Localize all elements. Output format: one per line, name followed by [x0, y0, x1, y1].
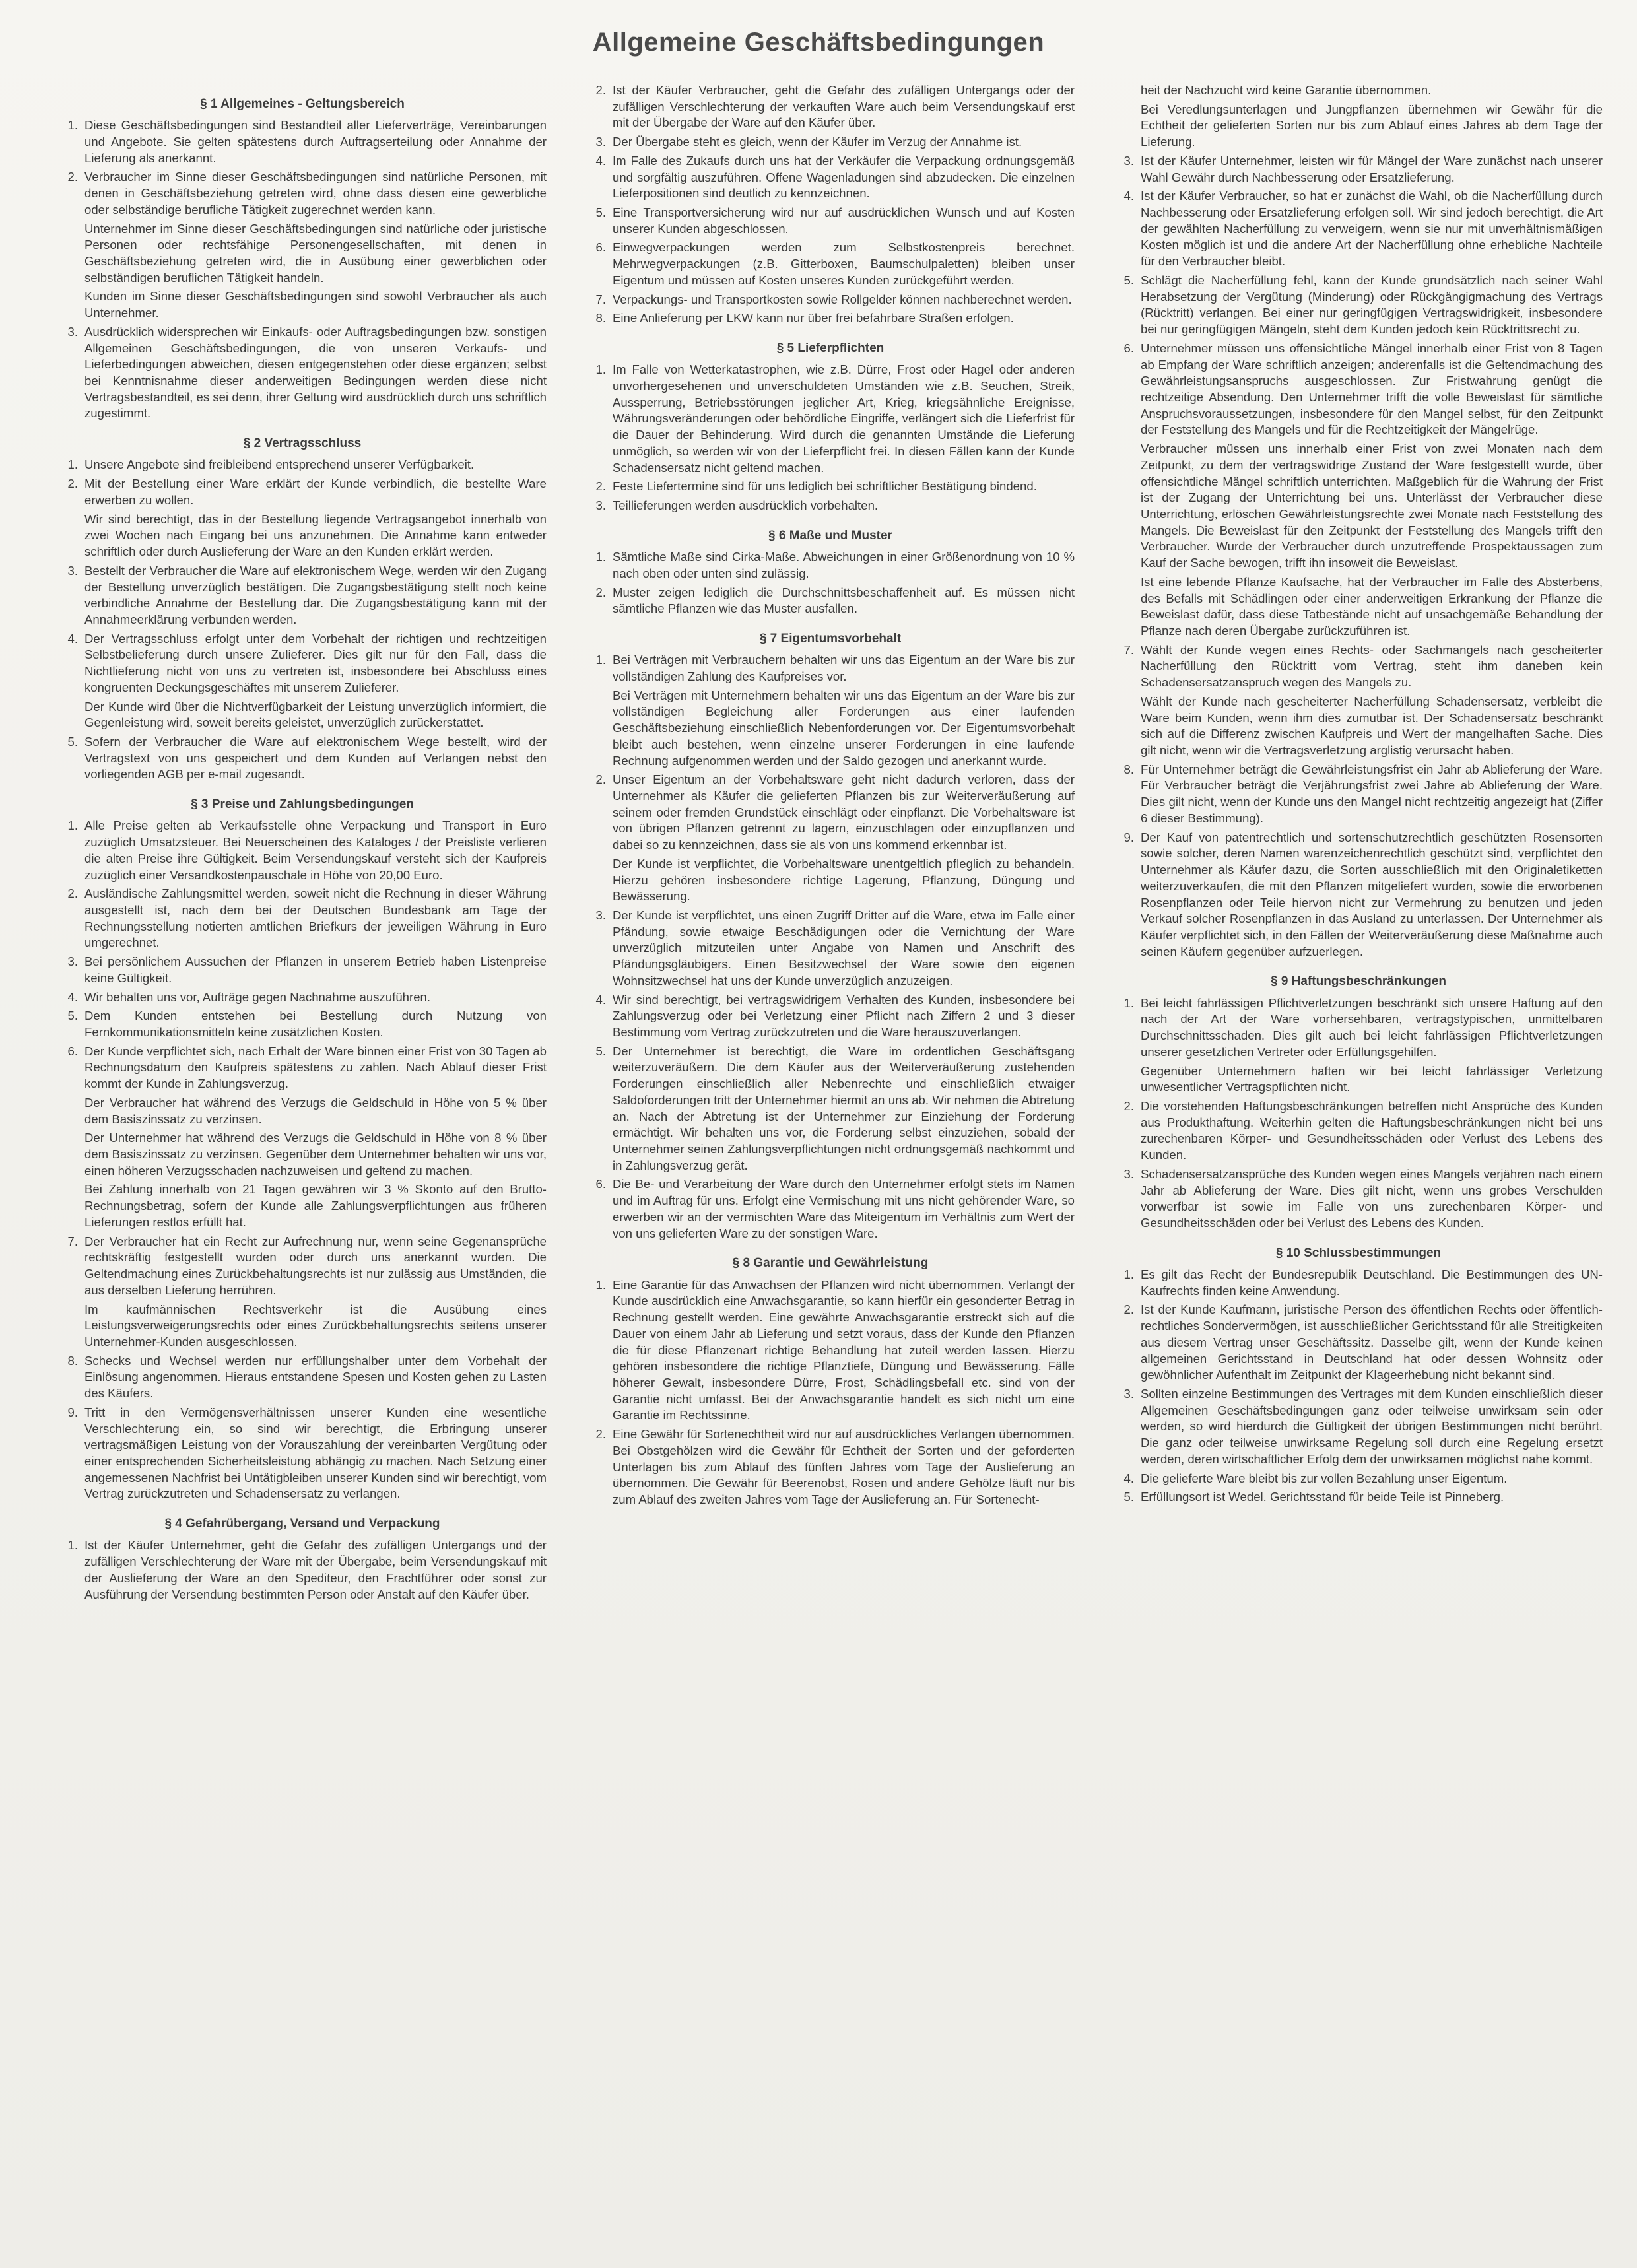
- clause-text: Eine Anlieferung per LKW kann nur über frei befahrbare Straßen erfolgen.: [613, 311, 1014, 325]
- clause-number: 3.: [595, 908, 606, 922]
- column-middle: [586, 83, 1075, 2208]
- clause-item: [58, 1044, 547, 1092]
- section-heading: § 2 Vertragsschluss: [243, 436, 362, 451]
- clause-number: 3.: [67, 563, 78, 578]
- clause-item: [58, 563, 547, 628]
- clause-item: [586, 292, 1075, 308]
- clause-number: 3.: [67, 954, 78, 969]
- clause-item: [1114, 153, 1603, 185]
- clause-item: [586, 1044, 1075, 1174]
- clause-item: [586, 83, 1075, 131]
- clause-paragraph: Der Kunde ist verpflichtet, die Vorbehaltsware unentgeltlich pfleglich zu behandeln. Hierzu gehören insbesondere richtige Lagerung, Pflanzung, Düngung und Bewässerung.: [613, 856, 1075, 904]
- clause-item: [586, 310, 1075, 327]
- clause-text: Sofern der Verbraucher die Ware auf elektronischem Wege bestellt, wird der Vertragstext von uns gespeichert und dem Kunden auf Verlangen nebst den vorliegenden AGB per e-mail zugesandt.: [84, 734, 547, 782]
- clause-item: [586, 549, 1075, 582]
- clause-text: Die Be- und Verarbeitung der Ware durch den Unternehmer erfolgt stets im Namen und im Auftrag für uns. Erfolgt eine Vermischung mit uns nicht gehörender Ware, so erwerben wir an der vermischten Ware das Miteigentum im Verhältnis zum Wert der von uns gelieferten Ware zu der sonstigen Ware.: [613, 1177, 1075, 1240]
- clause-number: 2.: [595, 1427, 606, 1442]
- clause-number: 4.: [1123, 189, 1134, 203]
- clause-text: Alle Preise gelten ab Verkaufsstelle ohne Verpackung und Transport in Euro zuzüglich Umsatzsteuer. Bei Neuerscheinen des Kataloges / der Preisliste verlieren die alten Preise ihre Gültigkeit. Beim Versendungskauf versteht sich der Kaufpreis zuzüglich einer Versandkostenpauschale in Höhe von 20,00 Euro.: [84, 818, 547, 882]
- clause-item: [586, 479, 1075, 495]
- clause-number: 1.: [595, 550, 606, 564]
- section-heading: § 8 Garantie und Gewährleistung: [732, 1256, 929, 1271]
- clause-paragraph: Wählt der Kunde nach gescheiterter Nacherfüllung Schadensersatz, verbleibt die Ware beim Kunden, wenn ihm dies zumutbar ist. Der Schadensersatz beschränkt sich auf die Differenz zwischen Kaufpreis und Wert der mangelhaften Sache. Dies gilt nicht, wenn wir die Vertragsverletzung arglistig verursacht haben.: [1141, 694, 1603, 758]
- clause-text: Eine Transportversicherung wird nur auf ausdrücklichen Wunsch und auf Kosten unserer Kunden abgeschlossen.: [613, 205, 1075, 236]
- clause-text: Schlägt die Nacherfüllung fehl, kann der Kunde grundsätzlich nach seiner Wahl Herabsetzung der Vergütung (Minderung) oder Rückgängigmachung des Vertrags (Rücktritt) verlangen. Bei einer nur geringfügigen Vertragswidrigkeit, insbesondere bei nur geringfügigen Mängeln, steht dem Kunden jedoch kein Rücktrittsrecht zu.: [1141, 273, 1603, 337]
- clause-item: [1114, 1386, 1603, 1468]
- clause-number: 6.: [595, 1177, 606, 1191]
- clause-number: 8.: [67, 1353, 78, 1368]
- clause-text: Wir behalten uns vor, Aufträge gegen Nachnahme auszuführen.: [84, 989, 431, 1004]
- clause-item: [586, 1176, 1075, 1242]
- clause-number: 9.: [67, 1405, 78, 1419]
- clause-number: 1.: [67, 1538, 78, 1552]
- clause-text: Sollten einzelne Bestimmungen des Vertrages mit dem Kunden einschließlich dieser Allgemeinen Geschäftsbedingungen ganz oder teilweise unwirksam sein oder werden, so wird hierdurch die Gültigkeit der übrigen Bestimmungen nicht berührt. Die ganz oder teilweise unwirksame Regelung soll durch eine Regelung ersetzt werden, deren wirtschaftlicher Erfolg dem der unwirksamen möglichst nahe kommt.: [1141, 1387, 1603, 1466]
- clause-number: 2.: [67, 477, 78, 491]
- clause-item: [58, 1353, 547, 1402]
- clause-item: [586, 585, 1075, 617]
- clause-number: 1.: [1123, 995, 1134, 1010]
- clause-text: Ist der Käufer Unternehmer, geht die Gefahr des zufälligen Untergangs und der zufälligen Verschlechterung der Ware mit der Übergabe, beim Versendungskauf mit der Auslieferung der Ware an den Spediteur, den Frachtführer oder sonst zur Ausführung der Versendung bestimmten Person oder Anstalt auf den Käufer über.: [84, 1538, 547, 1601]
- clause-number: 6.: [595, 240, 606, 255]
- clause-text: Ausländische Zahlungsmittel werden, soweit nicht die Rechnung in dieser Währung ausgestellt ist, nach dem bei der Deutschen Bundesbank am Tage der Rechnungsstellung notierten amtlichen Briefkurs der jeweiligen Währung in Euro umgerechnet.: [84, 886, 547, 950]
- clause-item: [58, 734, 547, 783]
- clause-item: [586, 134, 1075, 150]
- clause-paragraph: Der Unternehmer hat während des Verzugs die Geldschuld in Höhe von 8 % über dem Basiszinssatz zu verzinsen. Gegenüber dem Unternehmer behalten wir uns vor, einen höheren Verzugsschaden nachzuweisen und geltend zu machen.: [84, 1131, 547, 1178]
- clause-paragraph: Der Verbraucher hat während des Verzugs die Geldschuld in Höhe von 5 % über dem Basiszinssatz zu verzinsen.: [84, 1095, 547, 1126]
- clause-number: 1.: [595, 1277, 606, 1292]
- clause-number: 7.: [67, 1234, 78, 1248]
- clause-number: 1.: [67, 818, 78, 833]
- clause-item: [1114, 1166, 1603, 1232]
- clause-item: [58, 1537, 547, 1603]
- clause-number: 2.: [67, 170, 78, 184]
- clause-item: [586, 153, 1075, 202]
- clause-text: Der Kunde ist verpflichtet, uns einen Zugriff Dritter auf die Ware, etwa im Falle einer Pfändung, sowie etwaige Beschädigungen oder die Vernichtung der Ware unverzüglich mitzuteilen unter Angabe von Namen und Anschrift des Pfändungsgläubigers. Einen Besitzwechsel der Ware sowie den eigenen Wohnsitzwechsel hat uns der Kunde unverzüglich anzuzeigen.: [613, 908, 1075, 987]
- clause-paragraph: Bei Verträgen mit Unternehmern behalten wir uns das Eigentum an der Ware bis zur vollständigen Begleichung aller Forderungen aus einer laufenden Geschäftsbeziehung einschließlich Nebenforderungen vor. Der Eigentumsvorbehalt bleibt auch bestehen, wenn einzelne unserer Forderungen in eine laufende Rechnung aufgenommen werden und der Saldo gezogen und anerkannt wurde.: [613, 688, 1075, 768]
- section-heading: § 7 Eigentumsvorbehalt: [759, 631, 902, 646]
- clause-item: [1114, 1267, 1603, 1299]
- clause-number: 4.: [1123, 1471, 1134, 1485]
- clause-text: Ausdrücklich widersprechen wir Einkaufs- oder Auftragsbedingungen bzw. sonstigen Allgemeinen Geschäftsbedingungen, die von unseren Verkaufs- und Lieferbedingungen abweichen, diesen entgegenstehen oder diese ergänzen; selbst bei Kenntnisnahme dieser anderweitigen Bedingungen werden diese nicht Vertragsbestandteil, es sei denn, ihrer Geltung wird ausdrücklich durch uns schriftlich zugestimmt.: [84, 324, 547, 420]
- clause-number: 7.: [595, 292, 606, 306]
- clause-text: Schecks und Wechsel werden nur erfüllungshalber unter dem Vorbehalt der Einlösung angenommen. Hieraus entstandene Spesen und Kosten gehen zu Lasten des Käufers.: [84, 1353, 547, 1401]
- clause-text: Bei persönlichem Aussuchen der Pflanzen in unserem Betrieb haben Listenpreise keine Gültigkeit.: [84, 954, 547, 985]
- terms-columns: [58, 83, 1616, 2208]
- clause-text: Die gelieferte Ware bleibt bis zur vollen Bezahlung unser Eigentum.: [1141, 1471, 1508, 1485]
- clause-number: 6.: [1123, 341, 1134, 355]
- clause-item: [586, 1426, 1075, 1508]
- clause-number: 3.: [1123, 1166, 1134, 1181]
- clause-item: [1114, 762, 1603, 827]
- clause-number: 4.: [67, 631, 78, 646]
- clause-item: [58, 117, 547, 166]
- clause-item: [58, 169, 547, 218]
- section-heading: § 6 Maße und Muster: [768, 528, 892, 543]
- clause-item: [586, 498, 1075, 514]
- clause-text: Der Kauf von patentrechtlich und sortenschutzrechtlich geschützten Rosensorten sowie solcher, deren Namen warenzeichenrechtlich geschützt sind, verpflichtet den Unternehmer als Käufer dazu, die Sorten ausschließlich mit den Originaletiketten weiterzuverkaufen, die mit den Pflanzen mitgeliefert wurden, sowie die erworbenen Rosenpflanzen oder Teile hiervon nicht zur Vermehrung zu benutzen und jeden Verkauf solcher Rosenpflanzen in das Ausland zu unterlassen. Der Unternehmer als Käufer verpflichtet sich, in den Fällen der Weiterveräußerung diese Maßnahme auch seinen Käufern gegenüber aufzuerlegen.: [1141, 830, 1603, 958]
- clause-text: Sämtliche Maße sind Cirka-Maße. Abweichungen in einer Größenordnung von 10 % nach oben oder unten sind zulässig.: [613, 550, 1075, 580]
- clause-item: [58, 818, 547, 883]
- clause-text: Mit der Bestellung einer Ware erklärt der Kunde verbindlich, die bestellte Ware erwerben zu wollen.: [84, 477, 547, 507]
- clause-text: Der Übergabe steht es gleich, wenn der Käufer im Verzug der Annahme ist.: [613, 135, 1022, 149]
- clause-paragraph: Unternehmer im Sinne dieser Geschäftsbedingungen sind natürliche oder juristische Personen oder rechtsfähige Personengesellschaften, mit denen in Geschäftsbeziehung getreten wird, die in Ausübung einer gewerblichen oder selbständigen beruflichen Tätigkeit handeln.: [84, 221, 547, 284]
- clause-number: 2.: [595, 83, 606, 97]
- clause-item: [586, 1277, 1075, 1424]
- clause-text: Wählt der Kunde wegen eines Rechts- oder Sachmangels nach gescheiterter Nacherfüllung den Rücktritt vom Vertrag, steht ihm daneben kein Schadensersatzanspruch wegen des Mangels zu.: [1141, 642, 1603, 690]
- clause-text: Im Falle von Wetterkatastrophen, wie z.B. Dürre, Frost oder Hagel oder anderen unvorhergesehenen und unverschuldeten Umständen wie z.B. Seuchen, Streik, Aussperrung, Betriebsstörungen jeglicher Art, Krieg, kriegsähnliche Ereignisse, Währungsveränderungen oder behördliche Eingriffe, verlängert sich die Lieferfrist für die Dauer der Behinderung. Wird durch die genannten Umstände die Lieferung unmöglich, so werden wir von der Lieferpflicht frei. In diesen Fällen kann der Kunde Schadensersatz nicht geltend machen.: [613, 362, 1075, 475]
- clause-number: 2.: [595, 479, 606, 494]
- clause-item: [58, 954, 547, 986]
- clause-text: Eine Gewähr für Sortenechtheit wird nur auf ausdrückliches Verlangen übernommen. Bei Obstgehölzen wird die Gewähr für Echtheit der Sorten und der geforderten Unterlagen bis zum Ablauf des fünften Jahres vom Tage der Auslieferung an übernommen. Die Gewähr für Beerenobst, Rosen und andere Gehölze läuft nur bis zum Ablauf des zweiten Jahres vom Tage der Auslieferung an. Für Sortenecht-: [613, 1427, 1075, 1506]
- clause-number: 5.: [1123, 1490, 1134, 1504]
- clause-item: [1114, 273, 1603, 338]
- section-heading: § 9 Haftungsbeschränkungen: [1270, 974, 1447, 989]
- clause-number: 4.: [595, 153, 606, 168]
- section-heading: § 3 Preise und Zahlungsbedingungen: [191, 797, 414, 812]
- clause-number: 9.: [1123, 830, 1134, 844]
- clause-item: [1114, 1471, 1603, 1487]
- clause-text: Der Kunde verpflichtet sich, nach Erhalt der Ware binnen einer Frist von 30 Tagen ab Rechnungsdatum den Kaufpreis spätestens zu zahlen. Nach Ablauf dieser Frist kommt der Kunde in Zahlungsverzug.: [84, 1044, 547, 1091]
- clause-text: Eine Garantie für das Anwachsen der Pflanzen wird nicht übernommen. Verlangt der Kunde ausdrücklich eine Anwachsgarantie, so kann hierfür ein gesonderter Betrag in Rechnung gestellt werden. Eine gewährte Anwachsgarantie erstreckt sich auf die Dauer von einem Jahr ab Lieferung und setzt voraus, dass der Kunde den Pflanzen die für diese Pflanzenart richtige Behandlung hat zuteil werden lassen. Hierzu gehören insbesondere die richtige Pflanztiefe, Düngung und Bewässerung. Fälle höherer Gewalt, insbesondere Dürre, Frost, Schädlingsbefall etc. sind von der Garantie nicht umfasst. Bei der Anwachsgarantie handelt es sich nicht um eine Garantie im Rechtssinne.: [613, 1277, 1075, 1422]
- clause-item: [1114, 1098, 1603, 1164]
- clause-number: 3.: [595, 498, 606, 513]
- clause-text: Verpackungs- und Transportkosten sowie Rollgelder können nachberechnet werden.: [613, 292, 1072, 306]
- clause-number: 6.: [67, 1044, 78, 1058]
- clause-number: 3.: [1123, 1387, 1134, 1401]
- clause-text: Diese Geschäftsbedingungen sind Bestandteil aller Lieferverträge, Vereinbarungen und Angebote. Sie gelten spätestens durch Auftragserteilung oder Annahme der Lieferung als anerkannt.: [84, 118, 547, 165]
- clause-number: 2.: [595, 585, 606, 599]
- clause-text: Für Unternehmer beträgt die Gewährleistungsfrist ein Jahr ab Ablieferung der Ware. Für Verbraucher beträgt die Verjährungsfrist zwei Jahre ab Ablieferung der Ware. Dies gilt nicht, wenn der Kunde uns den Mangel nicht rechtzeitig angezeigt hat (Ziffer 6 dieser Bestimmung).: [1141, 762, 1603, 825]
- clause-number: 3.: [595, 135, 606, 149]
- clause-item: [58, 1405, 547, 1502]
- clause-item: [58, 476, 547, 508]
- clause-text: Unsere Angebote sind freibleibend entsprechend unserer Verfügbarkeit.: [84, 457, 475, 472]
- clause-item: [1114, 341, 1603, 438]
- column-left: [58, 83, 547, 2208]
- clause-text: Einwegverpackungen werden zum Selbstkostenpreis berechnet. Mehrwegverpackungen (z.B. Gitterboxen, Baumschulpaletten) bleiben unser Eigentum und müssen auf Kosten unseres Kunden zurückgeführt werden.: [613, 240, 1075, 287]
- clause-item: [58, 1008, 547, 1040]
- clause-number: 1.: [595, 362, 606, 377]
- clause-number: 8.: [595, 311, 606, 325]
- clause-paragraph: Wir sind berechtigt, das in der Bestellung liegende Vertragsangebot innerhalb von zwei Wochen nach Eingang bei uns anzunehmen. Die Annahme kann entweder schriftlich oder durch Auslieferung der Ware an den Kunden erklärt werden.: [84, 512, 547, 559]
- clause-number: 5.: [67, 1009, 78, 1023]
- clause-paragraph: Bei Veredlungsunterlagen und Jungpflanzen übernehmen wir Gewähr für die Echtheit der gelieferten Sorten nur bis zum Ablauf eines Jahres ab dem Tage der Lieferung.: [1141, 102, 1603, 149]
- clause-text: Dem Kunden entstehen bei Bestellung durch Nutzung von Fernkommunikationsmitteln keine zusätzlichen Kosten.: [84, 1009, 547, 1040]
- clause-text: Unser Eigentum an der Vorbehaltsware geht nicht dadurch verloren, dass der Unternehmer als Käufer die gelieferten Pflanzen bis zur Weiterveräußerung auf seinem oder fremden Grundstück einschlägt oder einpflanzt. Die Vorbehaltsware ist von übrigen Pflanzen getrennt zu lagern, einzuschlagen oder einzupflanzen und dabei so zu kennzeichnen, dass sie als von uns kommend erkennbar ist.: [613, 772, 1075, 852]
- clause-number: 4.: [67, 989, 78, 1004]
- clause-number: 2.: [1123, 1302, 1134, 1317]
- clause-paragraph: Gegenüber Unternehmern haften wir bei leicht fahrlässiger Verletzung unwesentlicher Vertragspflichten nicht.: [1141, 1063, 1603, 1094]
- clause-item: [1114, 188, 1603, 270]
- clause-item: [586, 205, 1075, 237]
- clause-item: [586, 772, 1075, 853]
- clause-item: [1114, 995, 1603, 1061]
- clause-item: [586, 992, 1075, 1041]
- clause-number: 2.: [1123, 1098, 1134, 1113]
- clause-text: Bestellt der Verbraucher die Ware auf elektronischem Wege, werden wir den Zugang der Bestellung unverzüglich bestätigen. Die Zugangsbestätigung stellt noch keine verbindliche Annahme der Bestellung dar. Die Zugangsbestätigung kann mit der Annahmeerklärung verbunden werden.: [84, 563, 547, 626]
- clause-number: 5.: [595, 205, 606, 220]
- clause-number: 1.: [67, 118, 78, 133]
- clause-item: [586, 240, 1075, 288]
- clause-text: Muster zeigen lediglich die Durchschnittsbeschaffenheit auf. Es müssen nicht sämtliche Pflanzen wie das Muster ausfallen.: [613, 585, 1075, 616]
- clause-item: [586, 362, 1075, 476]
- clause-text: Bei leicht fahrlässigen Pflichtverletzungen beschränkt sich unsere Haftung auf den nach der Art der Ware vorhersehbaren, vertragstypischen, unmittelbaren Durchschnittsschaden. Dies gilt auch bei leicht fahrlässigen Pflichtverletzungen unserer gesetzlichen Vertreter oder Erfüllungsgehilfen.: [1141, 995, 1603, 1059]
- clause-number: 1.: [67, 457, 78, 472]
- clause-text: Es gilt das Recht der Bundesrepublik Deutschland. Die Bestimmungen des UN-Kaufrechts finden keine Anwendung.: [1141, 1267, 1603, 1298]
- clause-text: Der Unternehmer ist berechtigt, die Ware im ordentlichen Geschäftsgang weiterzuveräußern. Die dem Käufer aus der Weiterveräußerung zustehenden Forderungen einschließlich aller Nebenrechte und einschließlich etwaiger Saldoforderungen tritt der Unternehmer hiermit an uns ab. Wir nehmen die Abtretung an. Nach der Abtretung ist der Unternehmer zur Einziehung der Forderung ermächtigt. Wir behalten uns vor, die Forderung selbst einzuziehen, sobald der Unternehmer seinen Zahlungsverpflichtungen nicht ordnungsgemäß nachkommt und in Zahlungsverzug gerät.: [613, 1044, 1075, 1172]
- clause-number: 4.: [595, 992, 606, 1007]
- clause-paragraph: Bei Zahlung innerhalb von 21 Tagen gewähren wir 3 % Skonto auf den Brutto-Rechnungsbetrag, sofern der Kunde alle Zahlungsverpflichtungen aus früheren Lieferungen restlos erfüllt hat.: [84, 1182, 547, 1229]
- clause-text: Unternehmer müssen uns offensichtliche Mängel innerhalb einer Frist von 8 Tagen ab Empfang der Ware schriftlich anzeigen; anderenfalls ist die Geltendmachung des Gewährleistungsanspruchs ausgeschlossen. Zur Fristwahrung genügt die rechtzeitige Absendung. Den Unternehmer trifft die volle Beweislast für sämtliche Anspruchsvoraussetzungen, insbesondere für den Mangel selbst, für den Zeitpunkt der Feststellung des Mangels und für die Rechtzeitigkeit der Mängelrüge.: [1141, 341, 1603, 437]
- clause-text: Der Verbraucher hat ein Recht zur Aufrechnung nur, wenn seine Gegenansprüche rechtskräftig festgestellt wurden oder durch uns anerkannt wurden. Die Geltendmachung eines Zurückbehaltungsrechts ist nur zulässig aus Umständen, die aus derselben Lieferung herrühren.: [84, 1234, 547, 1297]
- clause-paragraph: Der Kunde wird über die Nichtverfügbarkeit der Leistung unverzüglich informiert, die Gegenleistung wird, soweit bereits geleistet, unverzüglich zurückerstattet.: [84, 699, 547, 730]
- clause-text: Schadensersatzansprüche des Kunden wegen eines Mangels verjähren nach einem Jahr ab Ablieferung der Ware. Dies gilt nicht, wenn uns grobes Verschulden vorwerfbar ist sowie im Falle von uns zurechenbaren Körper- und Gesundheitsschäden oder bei Verlust des Lebens des Kunden.: [1141, 1166, 1603, 1230]
- clause-number: 5.: [67, 734, 78, 749]
- clause-item: [1114, 1302, 1603, 1384]
- clause-paragraph: Kunden im Sinne dieser Geschäftsbedingungen sind sowohl Verbraucher als auch Unternehmer.: [84, 289, 547, 320]
- clause-paragraph: Im kaufmännischen Rechtsverkehr ist die Ausübung eines Leistungsverweigerungsrechts oder eines Zurückbehaltungsrechts seitens unserer Unternehmer-Kunden ausgeschlossen.: [84, 1302, 547, 1349]
- clause-item: [586, 908, 1075, 989]
- clause-text: Ist der Kunde Kaufmann, juristische Person des öffentlichen Rechts oder öffentlich-rechtliches Sondervermögen, ist ausschließlicher Gerichtsstand für alle Streitigkeiten aus diesem Vertrag unser Geschäftssitz. Dasselbe gilt, wenn der Kunde keinen allgemeinen Gerichtsstand in Deutschland hat oder dessen Wohnsitz oder gewöhnlicher Aufenthalt im Zeitpunkt der Klageerhebung nicht bekannt sind.: [1141, 1302, 1603, 1382]
- clause-number: 2.: [595, 772, 606, 787]
- clause-number: 3.: [67, 324, 78, 339]
- clause-text: Ist der Käufer Verbraucher, so hat er zunächst die Wahl, ob die Nacherfüllung durch Nachbesserung oder Ersatzlieferung erfolgen soll. Wir sind jedoch berechtigt, die Art der gewählten Nacherfüllung zu verweigern, wenn sie nur mit unverhältnismäßigen Kosten möglich ist und die andere Art der Nacherfüllung ohne erhebliche Nachteile für den Verbraucher bleibt.: [1141, 189, 1603, 269]
- clause-number: 2.: [67, 886, 78, 901]
- clause-text: Tritt in den Vermögensverhältnissen unserer Kunden eine wesentliche Verschlechterung ein, so sind wir berechtigt, die Erbringung unserer vertragsmäßigen Leistung von der Vorauszahlung der vereinbarten Vergütung oder einer entsprechenden Sicherheitsleistung abhängig zu machen. Nach Setzung einer angemessenen Nachfrist bei Untätigbleiben unserer Kunden sind wir berechtigt, vom Vertrag zurückzutreten und Schadensersatz zu verlangen.: [84, 1405, 547, 1501]
- clause-paragraph: heit der Nachzucht wird keine Garantie übernommen.: [1141, 83, 1432, 97]
- clause-text: Der Vertragsschluss erfolgt unter dem Vorbehalt der richtigen und rechtzeitigen Selbstbelieferung durch unsere Zulieferer. Dies gilt nur für den Fall, dass die Nichtlieferung nicht von uns zu vertreten ist, insbesondere bei Abschluss eines kongruenten Deckungsgeschäftes mit unserem Zulieferer.: [84, 631, 547, 694]
- section-heading: § 10 Schlussbestimmungen: [1275, 1246, 1442, 1260]
- section-heading: § 4 Gefahrübergang, Versand und Verpackung: [164, 1517, 440, 1531]
- clause-text: Bei Verträgen mit Verbrauchern behalten wir uns das Eigentum an der Ware bis zur vollständigen Zahlung des Kaufpreises vor.: [613, 653, 1075, 683]
- clause-item: [58, 324, 547, 422]
- clause-item: [586, 652, 1075, 684]
- clause-number: 3.: [1123, 153, 1134, 168]
- clause-paragraph: Verbraucher müssen uns innerhalb einer Frist von zwei Monaten nach dem Zeitpunkt, zu dem der vertragswidrige Zustand der Ware festgestellt wurde, über offensichtliche Mängel schriftlich unterrichten. Maßgeblich für die Wahrung der Frist ist der Zugang der Unterrichtung bei uns. Unterlässt der Verbraucher diese Unterrichtung, erlöschen Gewährleistungsrechte zwei Monate nach Feststellung des Mangels. Die Beweislast für den Zeitpunkt der Feststellung des Mangels trifft den Verbraucher. Wurde der Verbraucher durch unzutreffende Prospektaussagen zum Kauf der Sache bewogen, trifft ihn insoweit die Beweislast.: [1141, 442, 1603, 570]
- clause-number: 8.: [1123, 762, 1134, 776]
- clause-item: [1114, 830, 1603, 960]
- section-heading: § 5 Lieferpflichten: [776, 341, 885, 356]
- clause-number: 1.: [595, 653, 606, 667]
- clause-item: [58, 1234, 547, 1299]
- clause-text: Ist der Käufer Unternehmer, leisten wir für Mängel der Ware zunächst nach unserer Wahl Gewähr durch Nachbesserung oder Ersatzlieferung.: [1141, 153, 1603, 184]
- clause-text: Die vorstehenden Haftungsbeschränkungen betreffen nicht Ansprüche des Kunden aus Produkthaftung. Weiterhin gelten die Haftungsbeschränkungen nicht bei uns zurechenbaren Körper- und Gesundheitsschäden oder Verlust des Lebens des Kunden.: [1141, 1098, 1603, 1162]
- clause-item: [1114, 1489, 1603, 1506]
- clause-text: Im Falle des Zukaufs durch uns hat der Verkäufer die Verpackung ordnungsgemäß und sorgfältig auszuführen. Offene Wagenladungen sind abzudecken. Die einzelnen Lieferpositionen sind deutlich zu kennzeichnen.: [613, 153, 1075, 201]
- clause-text: Feste Liefertermine sind für uns lediglich bei schriftlicher Bestätigung bindend.: [613, 479, 1037, 494]
- clause-item: [58, 989, 547, 1006]
- clause-paragraph: Ist eine lebende Pflanze Kaufsache, hat der Verbraucher im Falle des Absterbens, des Befalls mit Schädlingen oder einer anderweitigen Erkrankung der Pflanze die Beweislast dafür, dass diese Tatbestände nicht auf unsachgemäße Behandlung der Pflanze nach deren Übergabe zurückzuführen ist.: [1141, 574, 1603, 638]
- clause-number: 1.: [1123, 1267, 1134, 1281]
- section-heading: § 1 Allgemeines - Geltungsbereich: [200, 97, 405, 111]
- clause-text: Ist der Käufer Verbraucher, geht die Gefahr des zufälligen Untergangs oder der zufälligen Verschlechterung der verkauften Ware auch beim Versendungskauf erst mit der Übergabe der Ware auf den Käufer über.: [613, 83, 1075, 130]
- page-title: Allgemeine Geschäftsbedingungen: [592, 28, 1045, 57]
- clause-number: 5.: [1123, 273, 1134, 287]
- clause-text: Teillieferungen werden ausdrücklich vorbehalten.: [613, 498, 879, 513]
- clause-item: [58, 631, 547, 696]
- clause-item: [1114, 642, 1603, 691]
- clause-item: [58, 457, 547, 473]
- clause-item: [58, 886, 547, 951]
- clause-number: 7.: [1123, 642, 1134, 657]
- clause-text: Erfüllungsort ist Wedel. Gerichtsstand für beide Teile ist Pinneberg.: [1141, 1490, 1504, 1504]
- clause-number: 5.: [595, 1044, 606, 1058]
- clause-text: Wir sind berechtigt, bei vertragswidrigem Verhalten des Kunden, insbesondere bei Zahlungsverzug oder bei Verletzung einer Pflicht nach Ziffern 2 und 3 dieser Bestimmung vom Vertrag zurückzutreten und die Ware herauszuverlangen.: [613, 992, 1075, 1040]
- column-right: [1114, 83, 1603, 2208]
- clause-text: Verbraucher im Sinne dieser Geschäftsbedingungen sind natürliche Personen, mit denen in Geschäftsbeziehung getreten wird, ohne dass diesen eine gewerbliche oder selbständige berufliche Tätigkeit zugerechnet werden kann.: [84, 170, 547, 217]
